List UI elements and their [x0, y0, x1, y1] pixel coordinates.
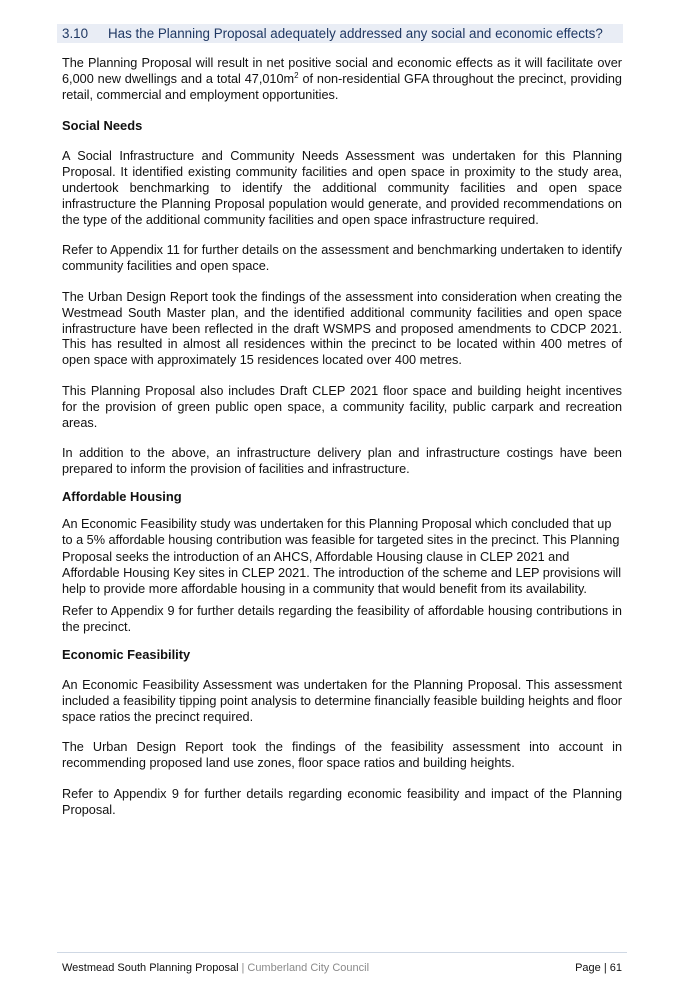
- footer-council-name: Cumberland City Council: [247, 962, 370, 974]
- economic-feasibility-paragraph-1: An Economic Feasibility Assessment was undertaken for the Planning Proposal. This assessment included a feasibility tipping point analysis to determine financially feasible building heights and floor space ratios the precinct required.: [62, 678, 623, 724]
- footer-separator: |: [241, 962, 245, 974]
- social-needs-heading: Social Needs: [62, 118, 143, 134]
- social-needs-paragraph-2: Refer to Appendix 11 for further details on the assessment and benchmarking undertaken to identify community facilities and open space.: [62, 243, 622, 274]
- social-needs-paragraph-1: A Social Infrastructure and Community Needs Assessment was undertaken for this Planning Proposal. It identified existing community facilities and open space in proximity to the study area, undertook benchmarking to identify the additional community facilities and open space infrastructure the Planning Proposal population would generate, and provided recommendations on the type of the additional community facilities and open space infrastructure required.: [62, 149, 622, 227]
- economic-feasibility-paragraph-2: The Urban Design Report took the findings of the feasibility assessment into account in recommending proposed land use zones, floor space ratios and building heights.: [62, 740, 622, 771]
- page-number: Page | 61: [575, 962, 622, 974]
- affordable-housing-paragraph-1: An Economic Feasibility study was undertaken for this Planning Proposal which concluded that up to a 5% affordable housing contribution was feasible for targeted sites in the precinct. This Planning Proposal seeks the introduction of an AHCS, Affordable Housing clause in CLEP 2021 and Affordable Housing Key sites in CLEP 2021. The introduction of the scheme and LEP provisions will help to provide more affordable housing in a community that would benefit from its availability.: [62, 516, 622, 597]
- section-heading: [57, 24, 623, 43]
- economic-feasibility-paragraph-3: Refer to Appendix 9 for further details regarding economic feasibility and impact of the Planning Proposal.: [62, 787, 622, 817]
- social-needs-paragraph-3: The Urban Design Report took the findings of the assessment into consideration when creating the Westmead South Master plan, and the identified additional community facilities and open space infrastructure have been reflected in the draft WSMPS and proposed amendments to CDCP 2021. This has resulted in almost all residences within the precinct to be located within 400 metres of open space with approximately 15 residences located over 400 metres.: [62, 289, 622, 368]
- intro-text-after: of non-residential GFA throughout the precinct, providing retail, commercial and employment opportunities.: [62, 71, 622, 102]
- social-needs-paragraph-5: In addition to the above, an infrastructure delivery plan and infrastructure costings have been prepared to inform the provision of facilities and infrastructure.: [62, 446, 622, 477]
- footer-document-title: Westmead South Planning Proposal: [62, 962, 239, 974]
- area-superscript: 2: [294, 70, 299, 80]
- social-needs-paragraph-4: This Planning Proposal also includes Draft CLEP 2021 floor space and building height incentives for the provision of green public open space, a community facility, public carpark and recreation areas.: [62, 383, 622, 430]
- section-title: Has the Planning Proposal adequately addressed any social and economic effects?: [108, 26, 603, 41]
- page-footer: [62, 961, 622, 975]
- body-content: [62, 56, 622, 819]
- affordable-housing-heading: Affordable Housing: [62, 488, 182, 504]
- intro-text-before: The Planning Proposal will result in net positive social and economic effects as it will facilitate over 6,000 new dwellings and a total 47,010m: [62, 56, 622, 86]
- section-number: 3.10: [62, 26, 89, 41]
- affordable-housing-paragraph-2: Refer to Appendix 9 for further details regarding the feasibility of affordable housing contributions in the precinct.: [62, 604, 622, 635]
- economic-feasibility-heading: Economic Feasibility: [62, 647, 191, 663]
- footer-divider: [57, 952, 627, 953]
- intro-paragraph: [62, 56, 622, 103]
